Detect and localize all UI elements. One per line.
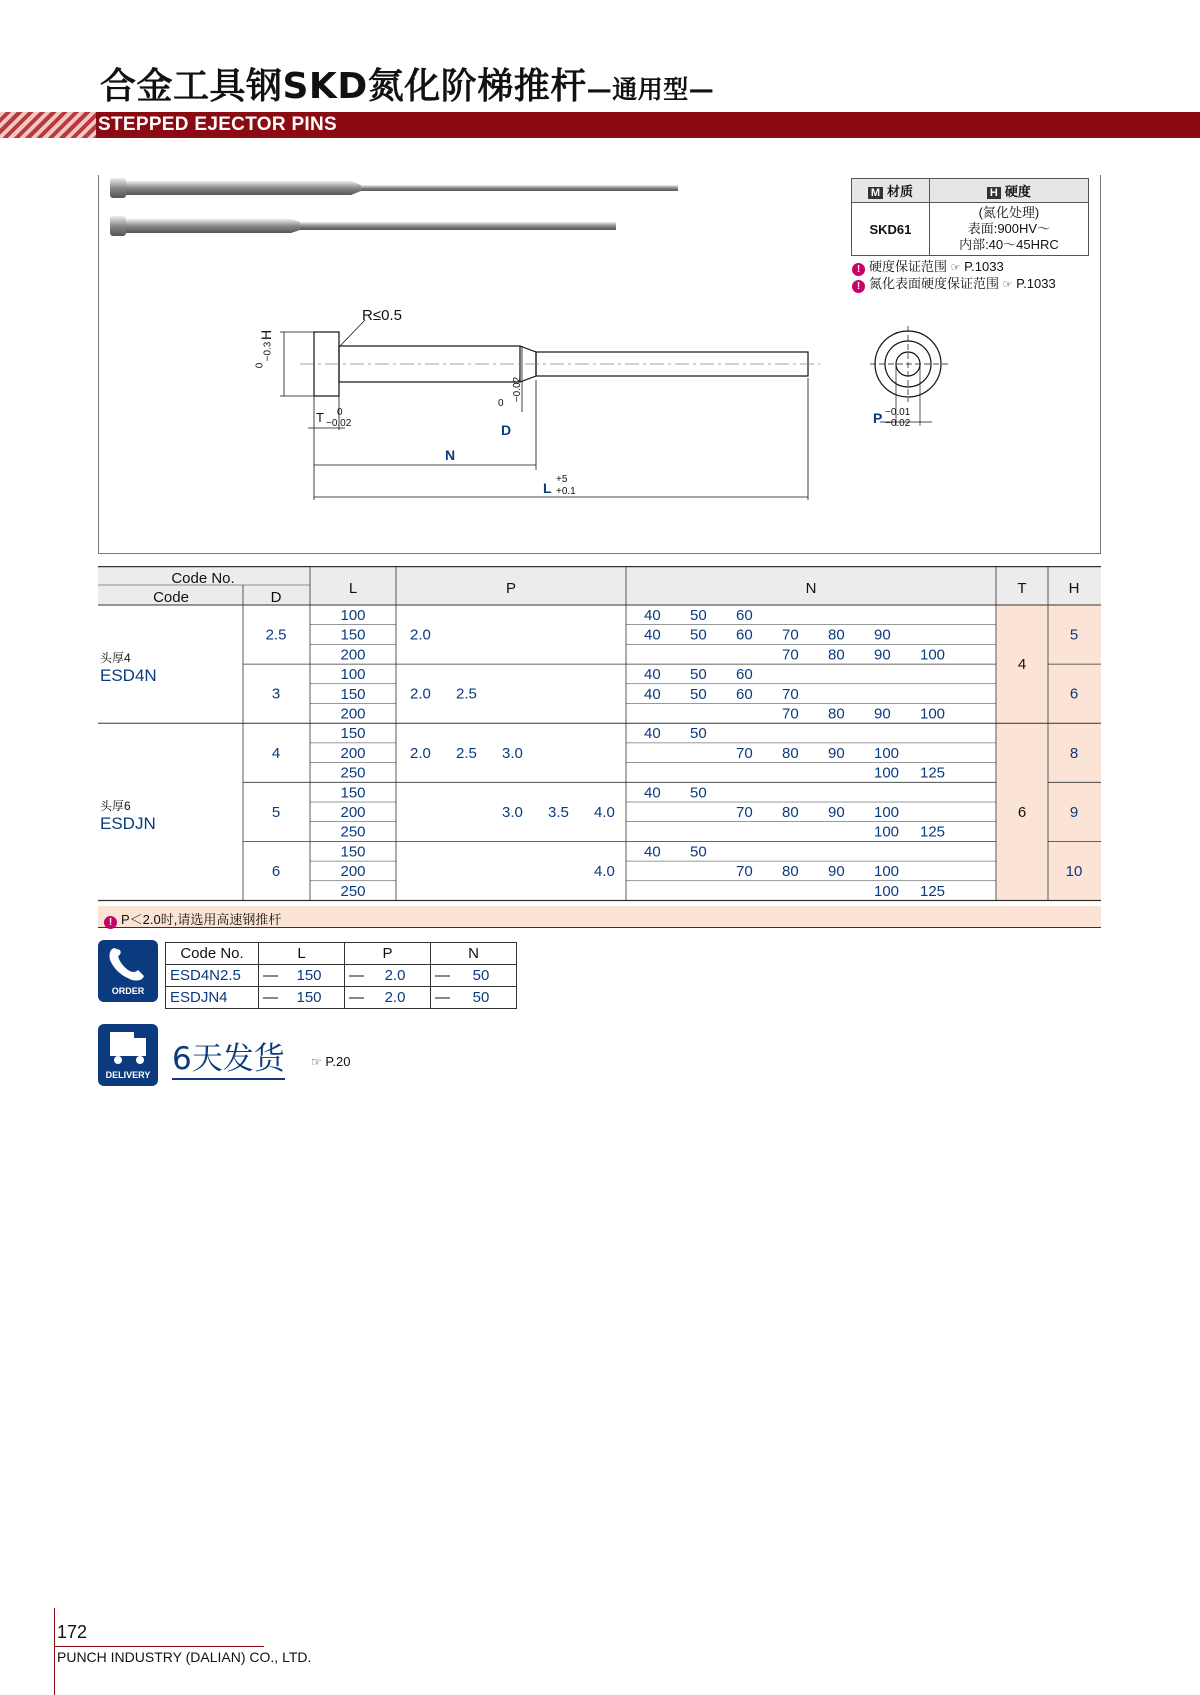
l-value: 150 — [340, 784, 366, 802]
pointing-hand-icon: ☞ — [950, 262, 961, 274]
n-value: 80 — [828, 646, 845, 664]
section-subtitle: STEPPED EJECTOR PINS — [98, 114, 337, 135]
n-value: 100 — [874, 863, 900, 881]
delivery-text: 6天发货 — [172, 1040, 285, 1080]
n-value: 90 — [828, 744, 845, 762]
order-row — [166, 987, 517, 1009]
p-value: 3.0 — [502, 744, 523, 762]
header-code-no: Code No. — [171, 570, 235, 587]
l-value: 250 — [340, 882, 366, 900]
n-value: 100 — [920, 646, 946, 664]
d-label: D — [501, 422, 512, 438]
n-value: 100 — [874, 764, 900, 782]
h-value: 8 — [1069, 744, 1079, 762]
page-title: 合金工具钢SKD氮化阶梯推杆—通用型— — [100, 66, 715, 107]
footer-horizontal-rule — [54, 1646, 264, 1647]
l-value: 200 — [340, 804, 366, 821]
pin-drawing — [240, 300, 820, 510]
footer-vertical-rule — [54, 1608, 55, 1695]
n-value: 40 — [644, 843, 661, 861]
p-value: 2.0 — [410, 626, 431, 644]
n-value: 60 — [736, 626, 753, 644]
h-tolerance-lower: −0.3 — [262, 341, 274, 362]
truck-icon — [98, 1024, 158, 1068]
hardness-icon: H — [987, 187, 1001, 199]
hardness-note: ! 硬度保证范围 ☞ P.1033 — [852, 256, 1004, 276]
d-value: 6 — [271, 862, 281, 880]
title-suffix: —通用型— — [586, 75, 715, 104]
header-n: N — [805, 580, 817, 597]
order-icon-label: ORDER — [111, 986, 145, 996]
delivery-icon — [98, 1024, 158, 1086]
n-value: 125 — [920, 882, 946, 900]
p-value: 2.5 — [456, 744, 477, 762]
note1-ref-link[interactable]: P.1033 — [964, 259, 1004, 274]
t-value: 4 — [1017, 656, 1027, 674]
material-value: SKD61 — [852, 203, 930, 256]
group-head-note: 头厚6 — [100, 798, 131, 813]
hardness-value: (氮化处理) 表面:900HV～ 内部:40～45HRC — [929, 203, 1088, 256]
l-value: 200 — [340, 705, 366, 723]
n-value: 50 — [690, 784, 707, 802]
n-value: 70 — [736, 744, 753, 762]
delivery-ref — [311, 1054, 350, 1069]
order-header-n: N — [431, 943, 517, 965]
n-value: 90 — [874, 646, 891, 664]
l-value: 150 — [340, 843, 366, 861]
n-value: 70 — [736, 804, 753, 821]
order-n: — 50 — [431, 965, 517, 987]
order-icon — [98, 940, 158, 1002]
n-value: 40 — [644, 685, 661, 703]
p-label: P — [873, 410, 883, 426]
n-value: 60 — [736, 685, 753, 703]
order-n: — 50 — [431, 987, 517, 1009]
t-value: 6 — [1017, 803, 1027, 821]
l-tolerance-lower: +0.1 — [556, 486, 576, 497]
material-icon: M — [868, 187, 883, 199]
order-p: — 2.0 — [345, 965, 431, 987]
header-d: D — [270, 589, 282, 606]
n-value: 50 — [690, 725, 707, 743]
table-header-bg — [98, 566, 1101, 605]
l-value: 200 — [340, 744, 366, 762]
p-value: 4.0 — [594, 862, 615, 880]
p-value: 2.0 — [410, 744, 431, 762]
radius-label: R≤0.5 — [362, 307, 402, 324]
p-value: 2.0 — [410, 685, 431, 703]
l-value: 100 — [340, 607, 366, 624]
info-icon: ! — [852, 280, 865, 293]
p-value: 2.5 — [456, 685, 477, 703]
order-l: — 150 — [259, 987, 345, 1009]
l-value: 150 — [340, 725, 366, 743]
h-value: 6 — [1069, 685, 1079, 703]
d-value: 2.5 — [265, 626, 287, 644]
h-label: H — [258, 329, 274, 340]
n-value: 100 — [874, 804, 900, 821]
delivery-ref-link[interactable]: P.20 — [325, 1054, 351, 1069]
d-tolerance-upper: 0 — [498, 398, 504, 409]
n-value: 60 — [736, 607, 753, 624]
order-code: ESDJN4 — [166, 987, 259, 1009]
n-value: 40 — [644, 784, 661, 802]
order-header-code: Code No. — [166, 943, 259, 965]
n-value: 80 — [782, 804, 799, 821]
header-p: P — [505, 580, 517, 597]
n-value: 70 — [736, 863, 753, 881]
n-value: 50 — [690, 607, 707, 624]
n-value: 50 — [690, 666, 707, 684]
header-h: H — [1068, 580, 1080, 597]
n-value: 100 — [874, 744, 900, 762]
info-icon: ! — [104, 916, 117, 929]
order-header-p: P — [345, 943, 431, 965]
n-value: 70 — [782, 626, 799, 644]
header-l: L — [348, 580, 358, 597]
n-value: 50 — [690, 626, 707, 644]
n-value: 125 — [920, 823, 946, 841]
n-value: 80 — [782, 744, 799, 762]
n-label: N — [445, 447, 456, 463]
n-value: 40 — [644, 725, 661, 743]
order-header-l: L — [259, 943, 345, 965]
n-value: 90 — [874, 626, 891, 644]
l-value: 100 — [340, 666, 366, 684]
group-code: ESD4N — [100, 666, 157, 686]
l-value: 200 — [340, 646, 366, 664]
p-tolerance-lower: −0.02 — [885, 418, 911, 429]
n-value: 80 — [828, 705, 845, 723]
material-table — [851, 178, 1089, 256]
spec-table — [98, 566, 1102, 928]
n-value: 60 — [736, 666, 753, 684]
pointing-hand-icon: ☞ — [311, 1055, 322, 1069]
p-value: 3.5 — [548, 803, 569, 821]
n-value: 40 — [644, 626, 661, 644]
l-value: 200 — [340, 863, 366, 881]
material-header: M 材质 — [852, 179, 930, 203]
n-value: 80 — [828, 626, 845, 644]
header-code: Code — [153, 589, 189, 606]
order-l: — 150 — [259, 965, 345, 987]
n-value: 100 — [920, 705, 946, 723]
n-value: 100 — [874, 882, 900, 900]
page-number: 172 — [57, 1622, 88, 1642]
p-value: 3.0 — [502, 803, 523, 821]
l-value: 150 — [340, 626, 366, 644]
n-value: 90 — [874, 705, 891, 723]
nitride-note: ! 氮化表面硬度保证范围 ☞ P.1033 — [852, 273, 1056, 293]
order-row — [166, 965, 517, 987]
n-value: 40 — [644, 666, 661, 684]
n-value: 90 — [828, 863, 845, 881]
d-value: 4 — [271, 744, 281, 762]
order-p: — 2.0 — [345, 987, 431, 1009]
n-value: 40 — [644, 607, 661, 624]
n-value: 90 — [828, 804, 845, 821]
l-value: 150 — [340, 685, 366, 703]
l-tolerance-upper: +5 — [556, 474, 568, 485]
header-t: T — [1017, 580, 1027, 597]
note2-ref-link[interactable]: P.1033 — [1016, 276, 1056, 291]
l-value: 250 — [340, 764, 366, 782]
t-label: T — [316, 410, 324, 425]
n-value: 50 — [690, 685, 707, 703]
order-table — [165, 942, 517, 1009]
group-head-note: 头厚4 — [100, 651, 131, 666]
l-value: 250 — [340, 823, 366, 841]
d-tolerance-lower: −0.02 — [512, 376, 524, 403]
n-value: 70 — [782, 705, 799, 723]
pointing-hand-icon: ☞ — [1002, 279, 1013, 291]
hardness-header: H 硬度 — [929, 179, 1088, 203]
decorative-stripes — [0, 112, 96, 138]
footnote: ! P＜2.0时,请选用高速钢推杆 — [104, 909, 281, 929]
h-tolerance-upper: 0 — [254, 362, 266, 369]
product-photo — [108, 178, 678, 238]
n-value: 100 — [874, 823, 900, 841]
p-tolerance-upper: −0.01 — [885, 407, 911, 418]
group-code: ESDJN — [100, 813, 156, 833]
d-value: 5 — [271, 803, 281, 821]
p-value: 4.0 — [594, 803, 615, 821]
l-label: L — [543, 480, 552, 496]
t-tolerance-lower: −0.02 — [326, 418, 352, 429]
n-value: 70 — [782, 646, 799, 664]
d-value: 3 — [271, 685, 281, 703]
h-value: 9 — [1069, 803, 1079, 821]
n-value: 80 — [782, 863, 799, 881]
company-name: PUNCH INDUSTRY (DALIAN) CO., LTD. — [57, 1649, 312, 1665]
delivery-icon-label: DELIVERY — [105, 1070, 151, 1080]
h-value: 5 — [1069, 626, 1079, 644]
n-value: 50 — [690, 843, 707, 861]
order-code: ESD4N2.5 — [166, 965, 259, 987]
phone-icon — [98, 940, 158, 984]
t-tolerance-upper: 0 — [337, 407, 343, 418]
n-value: 70 — [782, 685, 799, 703]
h-value: 10 — [1065, 862, 1083, 880]
info-icon: ! — [852, 263, 865, 276]
n-value: 125 — [920, 764, 946, 782]
